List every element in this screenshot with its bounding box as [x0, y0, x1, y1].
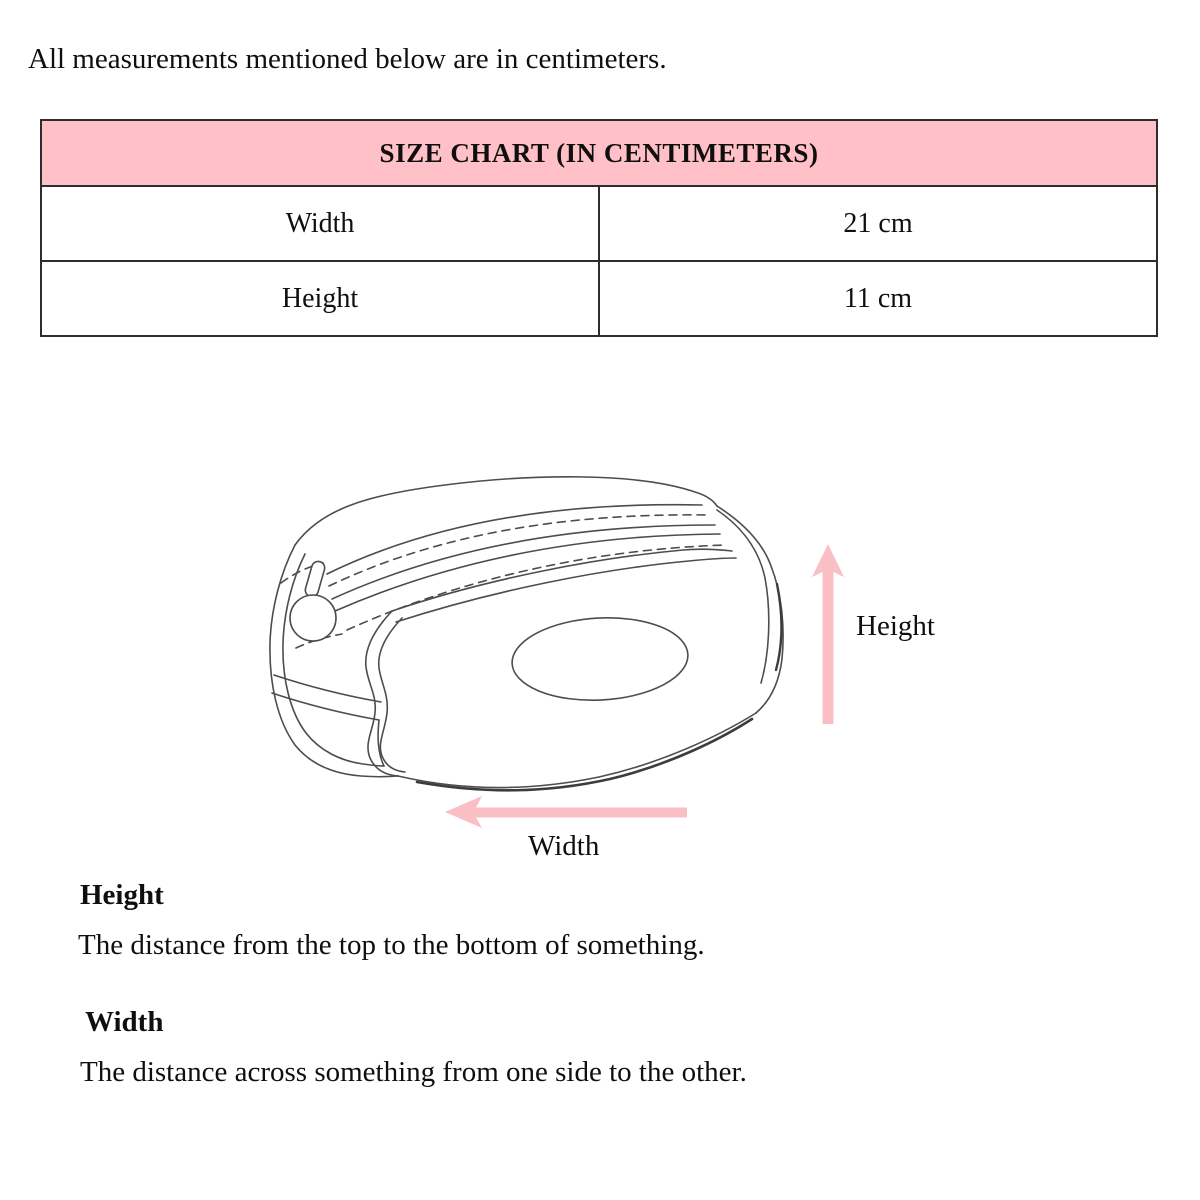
width-arrow-icon — [442, 794, 690, 830]
pouch-top-outline — [295, 477, 717, 545]
size-chart-title: SIZE CHART (IN CENTIMETERS) — [41, 120, 1157, 186]
zipper-pull-ring — [290, 595, 336, 641]
zipper-slider — [304, 560, 326, 598]
right-end-seam — [717, 510, 769, 683]
side-strap-bottom — [272, 693, 379, 720]
pouch-left-cap-binding — [283, 554, 384, 766]
size-chart-header-row — [41, 120, 1157, 186]
logo-patch-oval — [510, 613, 690, 704]
dimension-value-width: 21 cm — [599, 186, 1157, 261]
table-row — [41, 186, 1157, 261]
table-row — [41, 261, 1157, 336]
definition-text-height: The distance from the top to the bottom of something. — [78, 929, 705, 961]
diagram-width-label: Width — [528, 830, 600, 862]
definition-term-height: Height — [80, 879, 164, 911]
pouch-illustration — [265, 462, 805, 795]
definition-term-width: Width — [85, 1006, 164, 1038]
intro-text: All measurements mentioned below are in centimeters. — [28, 43, 667, 75]
diagram-height-label: Height — [856, 610, 935, 642]
panel-left-piping-inner — [379, 618, 405, 772]
height-arrow-icon — [806, 542, 850, 726]
dimension-label-width: Width — [41, 186, 599, 261]
pouch-bottom-outline — [398, 713, 756, 787]
size-chart-table — [40, 119, 1158, 337]
dimension-value-height: 11 cm — [599, 261, 1157, 336]
panel-left-piping-outer — [366, 611, 398, 776]
dimension-label-height: Height — [41, 261, 599, 336]
definition-text-width: The distance across something from one side to the other. — [80, 1056, 747, 1088]
zipper-line-3 — [335, 534, 720, 611]
zipper-stitch-2 — [347, 545, 726, 630]
pouch-right-outline — [717, 506, 783, 713]
panel-top-piping-inner — [396, 558, 736, 622]
